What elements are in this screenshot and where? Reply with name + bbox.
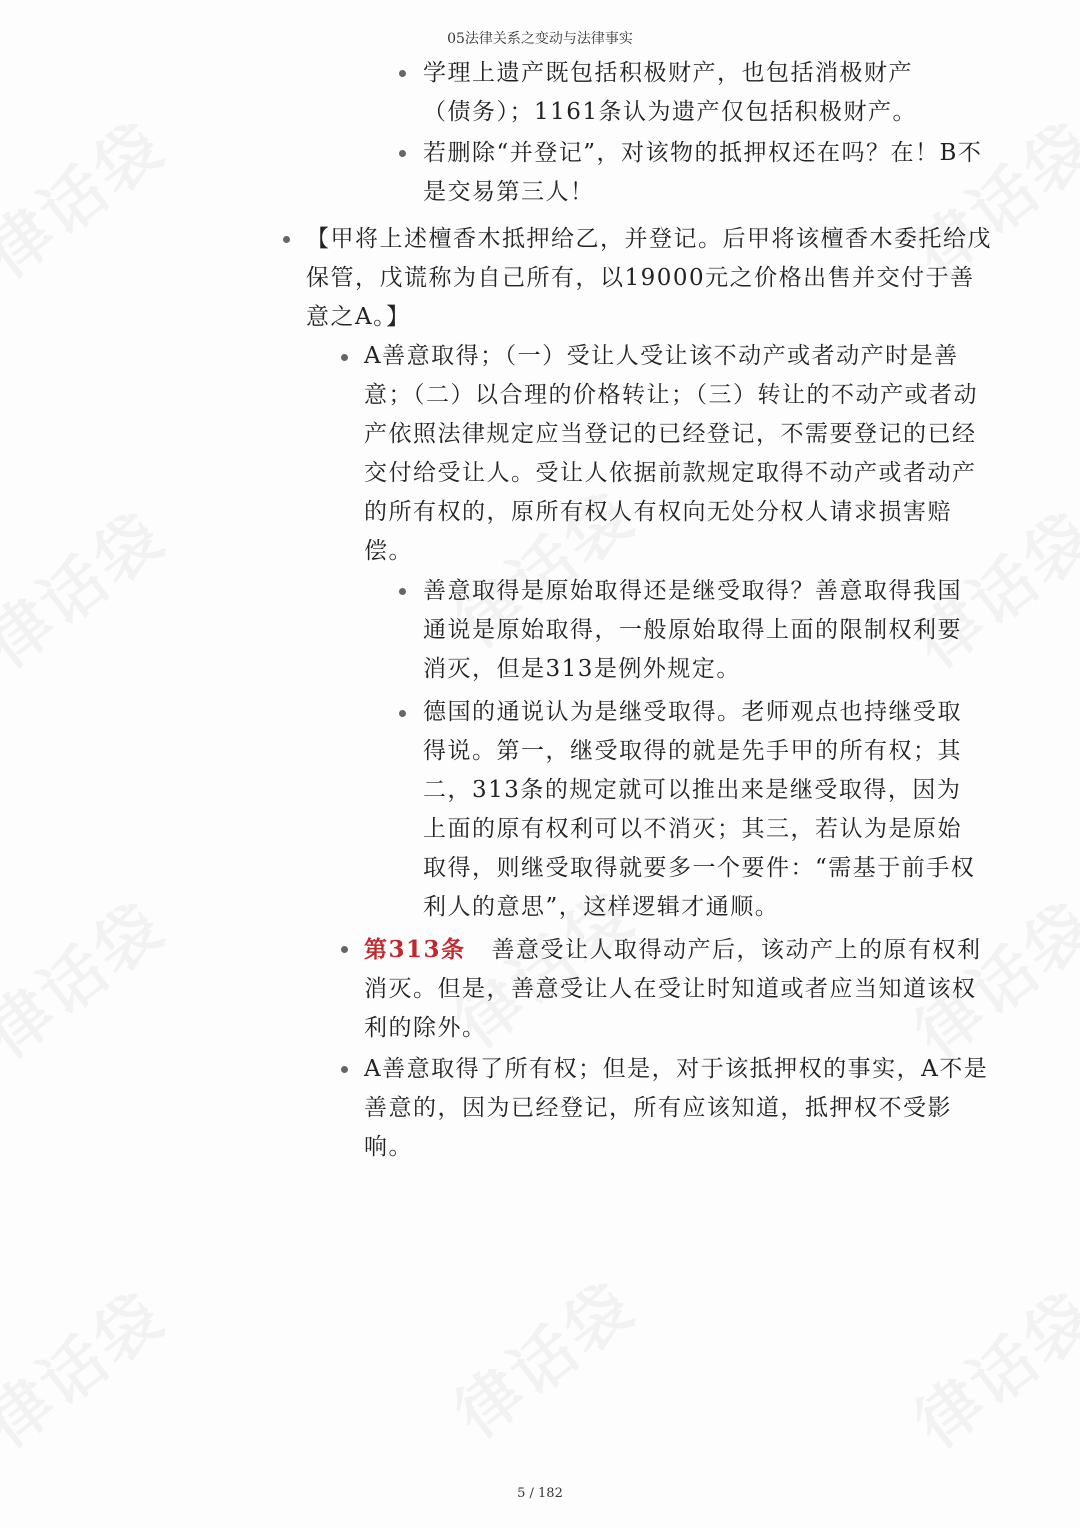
- list-item: 德国的通说认为是继受取得。老师观点也持继受取得说。第一，继受取得的就是先手甲的所有权；其二，313条的规定就可以推出来是继受取得，因为上面的原有权利可以不消灭；其三，若认为是原始取得，则继受取得就要多一个要件：“需基于前手权利人的意思”，这样逻辑才通顺。: [423, 699, 976, 920]
- bullet-icon: [399, 150, 406, 157]
- watermark: [0, 877, 181, 1075]
- bullet-icon: [399, 588, 406, 595]
- article-label: 第313条: [364, 936, 466, 963]
- article-text: 善意受让人取得动产后，该动产上的原有权利消灭。但是，善意受让人在受让时知道或者应当知道该权利的除外。: [364, 937, 982, 1041]
- bullet-icon: [399, 710, 406, 717]
- list-item: A善意取得；（一）受让人受让该不动产或者动产时是善意；（二）以合理的价格转让；（三）转让的不动产或者动产依照法律规定应当登记的已经登记，不需要登记的已经交付给受让人。受让人依据前款规定取得不动产或者动产的所有权的，原所有权人有权向无处分权人请求损害赔偿。: [364, 343, 978, 564]
- page-header: 05法律关系之变动与法律事实: [447, 31, 633, 47]
- watermark: [433, 1257, 650, 1455]
- watermark: [0, 487, 181, 685]
- bullet-icon: [283, 236, 290, 243]
- list-item: 【甲将上述檀香木抵押给乙，并登记。后甲将该檀香木委托给戊保管，戊谎称为自己所有，以19000元之价格出售并交付于善意之A。】: [306, 226, 992, 330]
- list-item: A善意取得了所有权；但是，对于该抵押权的事实，A不是善意的，因为已经登记，所有应该知道，抵押权不受影响。: [364, 1056, 989, 1160]
- bullet-icon: [341, 946, 348, 953]
- list-item-article-313: [364, 930, 994, 1048]
- list-item: 若删除“并登记”，对该物的抵押权还在吗？在！B不是交易第三人！: [423, 140, 983, 205]
- list-item: 善意取得是原始取得还是继受取得？善意取得我国通说是原始取得，一般原始取得上面的限制权利要消灭，但是313是例外规定。: [423, 578, 962, 682]
- bullet-icon: [341, 1066, 348, 1073]
- watermark: [0, 97, 181, 295]
- watermark: [0, 1267, 181, 1465]
- bullet-icon: [399, 70, 406, 77]
- watermark: [893, 1267, 1080, 1465]
- list-item: 学理上遗产既包括积极财产，也包括消极财产（债务）；1161条认为遗产仅包括积极财产。: [423, 60, 918, 125]
- page-number: 5 / 182: [517, 1486, 563, 1501]
- bullet-icon: [341, 354, 348, 361]
